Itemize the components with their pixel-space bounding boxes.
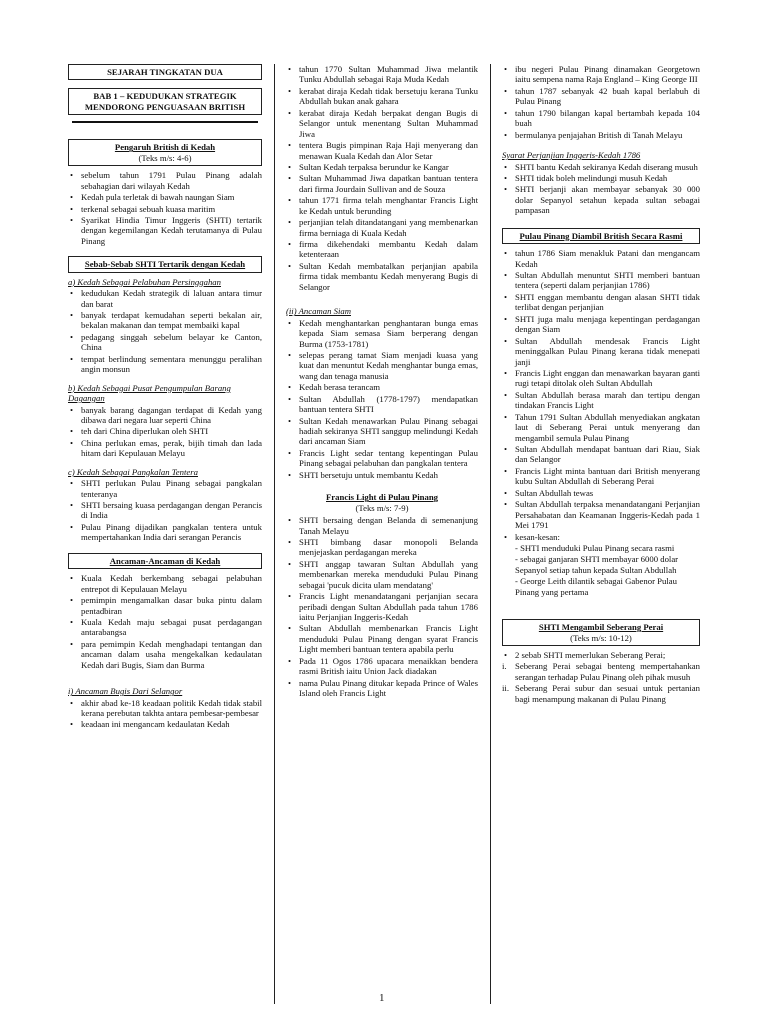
kesan-line: - sebagai ganjaran SHTI membayar 6000 dolar Sepanyol setiap tahun kepada Sultan Abdullah <box>515 554 679 575</box>
list-item: • SHTI tidak boleh melindungi musuh Kedah <box>502 173 700 183</box>
list-item: • Sultan Abdullah berasa marah dan tertipu dengan tindakan Francis Light <box>502 390 700 411</box>
list-item: • perjanjian telah ditandatangani yang membenarkan firma berniaga di Kuala Kedah <box>286 217 478 238</box>
list-item: • tempat berlindung sementara menunggu peralihan angin monsun <box>68 354 262 375</box>
list-item: • SHTI anggap tawaran Sultan Abdullah yang membenarkan mereka menduduki Pulau Pinang sebagai 'pucuk dicita ulam mendatang' <box>286 559 478 590</box>
section-subtitle: (Teks m/s: 4-6) <box>138 152 192 163</box>
list-item: • Sultan Abdullah mendesak Francis Light meninggalkan Pulau Pinang kerana tidak menepati janji <box>502 336 700 367</box>
section-title-francis-light: Francis Light di Pulau Pinang <box>326 492 438 503</box>
subject-title: SEJARAH TINGKATAN DUA <box>107 67 223 77</box>
bullet-list-georgetown <box>502 64 700 140</box>
list-item: • China perlukan emas, perak, bijih timah dan lada hitam dari Kepulauan Melayu <box>68 438 262 459</box>
column-divider-right <box>490 64 491 1004</box>
bullet-list-c <box>68 478 262 543</box>
section-subtitle-francis-light: (Teks m/s: 7-9) <box>355 502 409 513</box>
numbered-list-seberang-perai <box>502 661 700 704</box>
list-item: • Kedah menghantarkan penghantaran bunga emas kepada Siam semasa Siam berperang dengan Burma (1753-1781) <box>286 318 478 349</box>
list-item: • kerabat diraja Kedah berpakat dengan Bugis di Selangor untuk menentang Sultan Muhammad Jiwa <box>286 108 478 139</box>
bullet-list-a <box>68 288 262 375</box>
list-item: • SHTI bimbang dasar monopoli Belanda menjejaskan perdagangan mereka <box>286 537 478 558</box>
list-item: • tahun 1790 bilangan kapal bertambah kepada 104 buah <box>502 108 700 129</box>
list-item: • SHTI bantu Kedah sekiranya Kedah diserang musuh <box>502 162 700 172</box>
section-heading-pulau-pinang <box>502 228 700 244</box>
list-item: • kerabat diraja Kedah tidak bersetuju kerana Tunku Abdullah bukan anak gahara <box>286 86 478 107</box>
list-item: • tahun 1786 Siam menakluk Patani dan mengancam Kedah <box>502 248 700 269</box>
list-item: • 2 sebab SHTI memerlukan Seberang Perai; <box>502 650 700 660</box>
list-item: • SHTI juga malu menjaga kepentingan perdagangan dengan Siam <box>502 314 700 335</box>
list-item: • SHTI berjanji akan membayar sebanyak 30 000 dolar Sepanyol setahun kepada sultan sebagai pampasan <box>502 184 700 215</box>
list-item: • tahun 1787 sebanyak 42 buah kapal berlabuh di Pulau Pinang <box>502 86 700 107</box>
list-item: • nama Pulau Pinang ditukar kepada Prince of Wales Island oleh Francis Light <box>286 678 478 699</box>
subsection-heading-c: c) Kedah Sebagai Pangkalan Tentera <box>68 466 198 477</box>
section-heading-seberang-perai <box>502 619 700 646</box>
list-item: • Sultan Abdullah tewas <box>502 488 700 498</box>
list-item: • Kedah pula terletak di bawah naungan Siam <box>68 192 262 202</box>
numbered-item <box>502 683 700 704</box>
list-item: • SHTI enggan membantu dengan alasan SHTI tidak terlibat dengan perjanjian <box>502 292 700 313</box>
section-title: Ancaman-Ancaman di Kedah <box>109 555 221 566</box>
item-text: Seberang Perai subur dan sesuai untuk pertanian bagi menampung makanan di Pulau Pinang <box>515 683 700 704</box>
list-item: • Kuala Kedah berkembang sebagai pelabuhan entrepot di Kepulauan Melayu <box>68 573 262 594</box>
list-item: • tahun 1771 firma telah menghantar Francis Light ke Kedah untuk berunding <box>286 195 478 216</box>
list-item: • SHTI bersetuju untuk membantu Kedah <box>286 470 478 480</box>
bullet-list-syarat <box>502 162 700 216</box>
bullet-list-pengaruh <box>68 170 262 246</box>
list-item: • SHTI bersaing kuasa perdagangan dengan Perancis di India <box>68 500 262 521</box>
section-title: Pengaruh British di Kedah <box>114 142 216 153</box>
list-item: • Sultan Abdullah menuntut SHTI memberi bantuan tentera (seperti dalam perjanjian 1786) <box>502 270 700 291</box>
list-item: • teh dari China diperlukan oleh SHTI <box>68 426 262 436</box>
list-item: • para pemimpin Kedah menghadapi tentangan dan ancaman dalam usaha mengekalkan kedaulatan Kedah dari Bugis, Siam dan Burma <box>68 639 262 670</box>
list-item: • kedudukan Kedah strategik di laluan antara timur dan barat <box>68 288 262 309</box>
list-item: • Sultan Kedah membatalkan perjanjian apabila firma tidak membantu Kedah menyerang Bugis di Selangor <box>286 261 478 292</box>
list-item: • Francis Light sedar tentang kepentingan Pulau Pinang sebagai pelabuhan dan pangkalan tentera <box>286 448 478 469</box>
subsection-heading-a: a) Kedah Sebagai Pelabuhan Persinggahan <box>68 276 221 287</box>
item-number: ii. <box>502 683 509 694</box>
column-divider-left <box>274 64 275 1004</box>
list-item: • Sultan Abdullah membenarkan Francis Light menduduki Pulau Pinang dengan syarat Francis Light memberi bantuan tentera apabila perlu <box>286 623 478 654</box>
list-item: • SHTI bersaing dengan Belanda di semenanjung Tanah Melayu <box>286 515 478 536</box>
item-number: i. <box>502 661 507 672</box>
list-item: • Sultan Kedah menawarkan Pulau Pinang sebagai hadiah sekiranya SHTI sanggup melindungi Kedah dari ancaman Siam <box>286 416 478 447</box>
bullet-list-seberang-perai <box>502 650 700 660</box>
list-item: • firma dikehendaki membantu Kedah dalam ketenteraan <box>286 239 478 260</box>
list-item: • Sultan Muhammad Jiwa dapatkan bantuan tentera dari firma Jourdain Sullivan and de Souza <box>286 173 478 194</box>
list-item: • Pada 11 Ogos 1786 upacara menaikkan bendera rasmi British iaitu Union Jack diadakan <box>286 656 478 677</box>
list-item: • ibu negeri Pulau Pinang dinamakan Georgetown iaitu sempena nama Raja England – King George III <box>502 64 700 85</box>
kesan-line: - George Leith dilantik sebagai Gabenor Pulau Pinang yang pertama <box>515 576 677 597</box>
subject-title-box <box>68 64 262 80</box>
subsection-heading-ii: (ii) Ancaman Siam <box>286 306 351 317</box>
subsection-heading-syarat: Syarat Perjanjian Inggeris-Kedah 1786 <box>502 150 641 161</box>
bullet-list-i <box>68 698 262 730</box>
list-item: • Francis Light enggan dan menawarkan bayaran ganti rugi tetapi ditolak oleh Sultan Abdullah <box>502 368 700 389</box>
item-text: Seberang Perai sebagai benteng mempertahankan serangan terhadap Pulau Pinang oleh pihak musuh <box>515 661 700 682</box>
numbered-item <box>502 661 700 682</box>
list-item: • Tahun 1791 Sultan Abdullah menyediakan angkatan laut di Seberang Perai untuk menyerang dan mengambil semula Pulau Pinang <box>502 412 700 443</box>
list-item: • kesan-kesan: <box>502 532 700 542</box>
list-item: • Syarikat Hindia Timur Inggeris (SHTI) tertarik dengan kegemilangan Kedah terutamanya di Pulau Pinang <box>68 215 262 246</box>
list-item: • akhir abad ke-18 keadaan politik Kedah tidak stabil kerana perebutan takhta antara pembesar-pembesar <box>68 698 262 719</box>
section-heading-sebab <box>68 256 262 272</box>
kesan-line: - SHTI menduduki Pulau Pinang secara rasmi <box>515 542 675 553</box>
list-item: • pedagang singgah sebelum belayar ke Canton, China <box>68 332 262 353</box>
list-item: • banyak barang dagangan terdapat di Kedah yang dibawa dari negara luar seperti China <box>68 405 262 426</box>
bullet-list-bugis-cont <box>286 64 478 292</box>
column-3 <box>502 64 700 705</box>
bullet-list-pulau-pinang <box>502 248 700 542</box>
bullet-list-ancaman <box>68 573 262 670</box>
list-item: • Kuala Kedah maju sebagai pusat perdagangan antarabangsa <box>68 617 262 638</box>
section-title: Pulau Pinang Diambil British Secara Rasmi <box>519 230 683 241</box>
section-title: SHTI Mengambil Seberang Perai <box>538 622 664 633</box>
bullet-list-francis-light <box>286 515 478 698</box>
section-subtitle: (Teks m/s: 10-12) <box>570 632 632 643</box>
column-2 <box>286 64 478 700</box>
list-item: • Kedah berasa terancam <box>286 382 478 392</box>
subsection-heading-b: b) Kedah Sebagai Pusat Pengumpulan Barang Dagangan <box>68 382 231 404</box>
title-rule <box>72 121 258 123</box>
subsection-heading-i: i) Ancaman Bugis Dari Selangor <box>68 686 183 697</box>
chapter-title: BAB 1 – KEDUDUKAN STRATEGIK MENDORONG PENGUASAAN BRITISH <box>84 91 246 112</box>
bullet-list-b <box>68 405 262 459</box>
bullet-list-ii <box>286 318 478 481</box>
list-item: • Sultan Abdullah (1778-1797) mendapatkan bantuan tentera SHTI <box>286 394 478 415</box>
list-item: • sebelum tahun 1791 Pulau Pinang adalah sebahagian dari wilayah Kedah <box>68 170 262 191</box>
list-item: • tentera Bugis pimpinan Raja Haji menyerang dan menawan Kuala Kedah dan Alor Setar <box>286 140 478 161</box>
list-item: • Francis Light menandatangani perjanjian secara peribadi dengan Sultan Abdullah pada tahun 1786 iaitu Perjanjian Inggeris-Kedah <box>286 591 478 622</box>
list-item: • Sultan Abdullah terpaksa menandatangani Perjanjian Persahabatan dan Keamanan Inggeris-Kedah pada 1 Mei 1791 <box>502 499 700 530</box>
list-item: • pemimpin mengamalkan dasar buka pintu dalam pentadbiran <box>68 595 262 616</box>
list-item: • selepas perang tamat Siam menjadi kuasa yang kuat dan menuntut Kedah menghantar bunga emas, wang dan tenaga manusia <box>286 350 478 381</box>
list-item: • tahun 1770 Sultan Muhammad Jiwa melantik Tunku Abdullah sebagai Raja Muda Kedah <box>286 64 478 85</box>
section-heading-pengaruh <box>68 139 262 166</box>
section-title: Sebab-Sebab SHTI Tertarik dengan Kedah <box>84 259 246 270</box>
page-number: 1 <box>379 992 385 1004</box>
list-item: • keadaan ini mengancam kedaulatan Kedah <box>68 719 262 729</box>
list-item: • SHTI perlukan Pulau Pinang sebagai pangkalan tenteranya <box>68 478 262 499</box>
list-item: • bermulanya penjajahan British di Tanah Melayu <box>502 130 700 140</box>
list-item: • Francis Light minta bantuan dari British menyerang kubu Sultan Abdullah di Seberang Perai <box>502 466 700 487</box>
list-item: • Sultan Abdullah mendapat bantuan dari Riau, Siak dan Selangor <box>502 444 700 465</box>
list-item: • Sultan Kedah terpaksa berundur ke Kangar <box>286 162 478 172</box>
chapter-title-box <box>68 88 262 115</box>
list-item: • terkenal sebagai sebuah kuasa maritim <box>68 204 262 214</box>
section-heading-ancaman <box>68 553 262 569</box>
column-1 <box>68 64 262 731</box>
list-item: • Pulau Pinang dijadikan pangkalan tentera untuk mempertahankan India dari serangan Perancis <box>68 522 262 543</box>
list-item: • banyak terdapat kemudahan seperti bekalan air, bekalan makanan dan tempat membaiki kapal <box>68 310 262 331</box>
